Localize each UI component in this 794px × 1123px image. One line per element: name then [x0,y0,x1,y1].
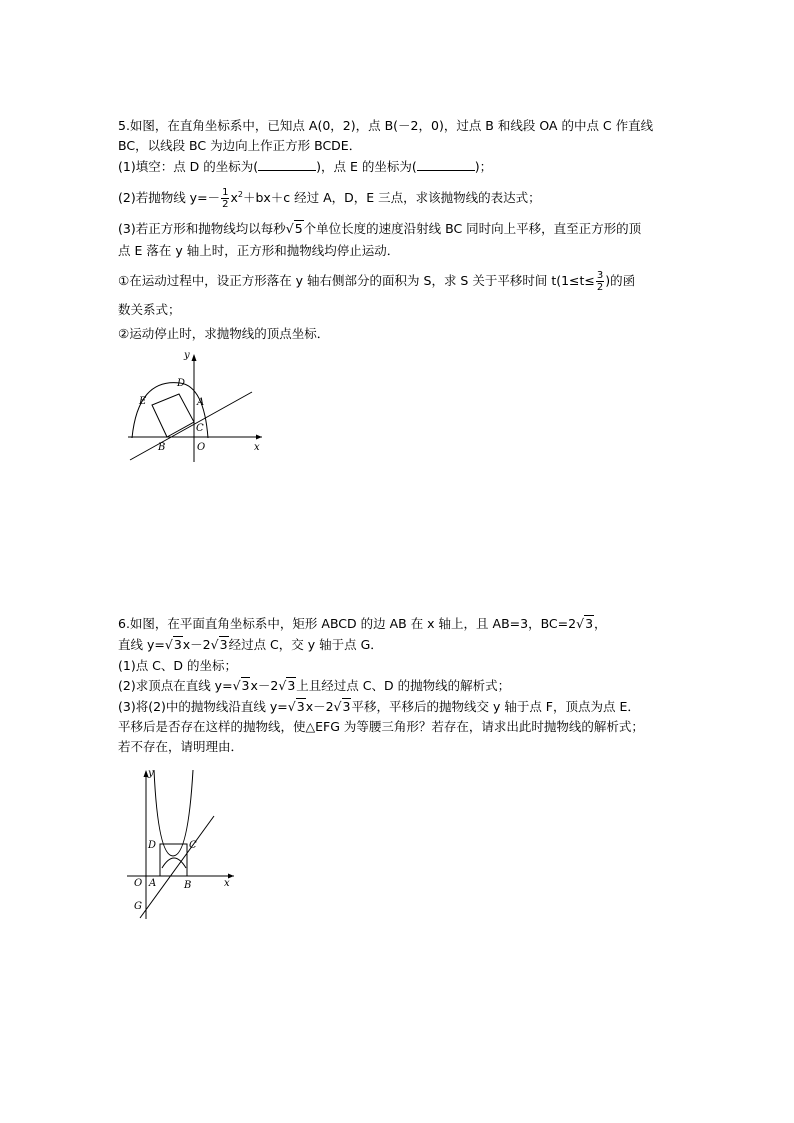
radicand: 3 [342,699,351,714]
p5-q3-text-b: 个单位长度的速度沿射线 BC 同时向上平移，直至正方形的顶 [303,221,642,236]
label-g: G [134,901,142,912]
sqrt-symbol: √3 [210,637,228,652]
label-c: C [196,423,204,434]
sqrt-symbol: √5 [285,221,303,236]
sqrt-symbol: √3 [576,616,594,631]
p6-line1-text-a: 6.如图，在平面直角坐标系中，矩形 ABCD 的边 AB 在 x 轴上，且 AB=3，BC=2 [118,616,577,631]
label-y: y [148,768,154,779]
label-b: B [158,442,166,453]
radicand: 3 [287,678,296,693]
p6-q3-text-b: x－2 [305,699,334,714]
label-y: y [184,350,190,361]
sqrt-symbol: √3 [164,637,182,652]
fraction-numerator: 3 [596,270,604,281]
p6-q2-text-b: x－2 [250,678,279,693]
radicand: 3 [219,637,228,652]
p5-question1 [118,158,492,176]
y-axis-arrow [192,354,197,361]
label-d: D [148,840,157,851]
sqrt-symbol: √3 [333,699,351,714]
p5-sub1-fraction [596,270,604,293]
p5-stem-line1: 5.如图，在直角坐标系中，已知点 A(0，2)，点 B(－2，0)，过点 B 和线段 OA 的中点 C 作直线 [118,118,654,133]
fraction-denominator: 2 [222,199,229,211]
p5-q3-text-a: (3)若正方形和抛物线均以每秒 [118,221,286,236]
p6-q3-text-a: (3)将(2)中的抛物线沿直线 y= [118,699,288,714]
p6-q3-text-c: 平移，平移后的抛物线交 y 轴于点 F，顶点为点 E． [351,699,640,714]
sqrt-symbol: √3 [232,678,250,693]
label-o: O [134,878,143,889]
parabola [154,770,193,856]
p5-sub1-line1 [118,270,635,293]
exponent: 2 [237,190,243,199]
p6-stem-line1 [118,615,607,633]
sqrt-symbol: √3 [278,678,296,693]
label-x: x [224,878,230,889]
p6-stem-line2 [118,636,383,654]
radicand: 3 [241,678,250,693]
p5-sub1-line2: 数关系式； [118,302,181,317]
square-bcde [152,394,194,437]
p6-line2-text-a: 直线 y= [118,637,165,652]
sqrt-symbol: √3 [287,699,305,714]
label-e: E [139,396,147,407]
p5-blank-e [417,158,475,171]
radicand: 5 [294,221,303,236]
fraction-numerator: 1 [222,187,229,199]
label-a: A [149,878,157,889]
radicand: 3 [173,637,182,652]
line-bc [130,392,252,460]
p5-q2-fraction [221,187,229,210]
p6-question2 [118,677,510,695]
p5-q1-text-b: )，点 E 的坐标为( [316,159,417,174]
label-x: x [254,442,260,453]
label-o: O [197,442,206,453]
p5-q1-text-c: )； [474,159,493,174]
p5-sub1-text-a: ①在运动过程中，设正方形落在 y 轴右侧部分的面积为 S，求 S 关于平移时间 t(1≤t≤ [118,273,595,288]
p5-q2-text-b: x [230,190,238,206]
p5-sub1-text-b: )的函 [605,273,636,288]
label-d: D [177,378,186,389]
label-b: B [184,880,192,891]
p6-q2-text-c: 上且经过点 C、D 的抛物线的解析式； [296,678,511,693]
label-a: A [197,397,205,408]
p6-question3-line1 [118,698,640,716]
radicand: 3 [585,616,594,631]
label-c: C [189,840,197,851]
p5-question3-line2: 点 E 落在 y 轴上时，正方形和抛物线均停止运动． [118,243,400,258]
x-axis-arrow [256,435,262,440]
p6-question3-line2: 平移后是否存在这样的抛物线，使△EFG 为等腰三角形？若存在，请求出此时抛物线的解析式； [118,719,644,734]
fraction-denominator: 2 [596,282,604,293]
p5-stem-line2: BC，以线段 BC 为边向上作正方形 BCDE． [118,138,362,153]
p6-line1-text-b: ， [594,616,607,631]
line-y-sqrt3x [140,816,214,918]
p5-q1-text-a: (1)填空：点 D 的坐标为( [118,159,259,174]
p5-question3-line1 [118,220,641,238]
p6-line2-text-b: x－2 [182,637,211,652]
p6-question1: (1)点 C、D 的坐标； [118,658,238,673]
p6-q2-text-a: (2)求顶点在直线 y= [118,678,233,693]
p5-q2-text-a: (2)若抛物线 y=－ [118,190,221,206]
p5-q2-text-c: ＋bx＋c 经过 A，D，E 三点，求该抛物线的表达式； [242,190,541,206]
p6-question3-line3: 若不存在，请明理由． [118,739,244,754]
radicand: 3 [296,699,305,714]
p6-line2-text-c: 经过点 C，交 y 轴于点 G． [228,637,383,652]
p5-question2 [118,186,541,210]
p5-figure [120,350,270,462]
p5-blank-d [258,158,316,171]
p6-figure [122,766,237,921]
p5-sub2: ②运动停止时，求抛物线的顶点坐标． [118,326,330,341]
